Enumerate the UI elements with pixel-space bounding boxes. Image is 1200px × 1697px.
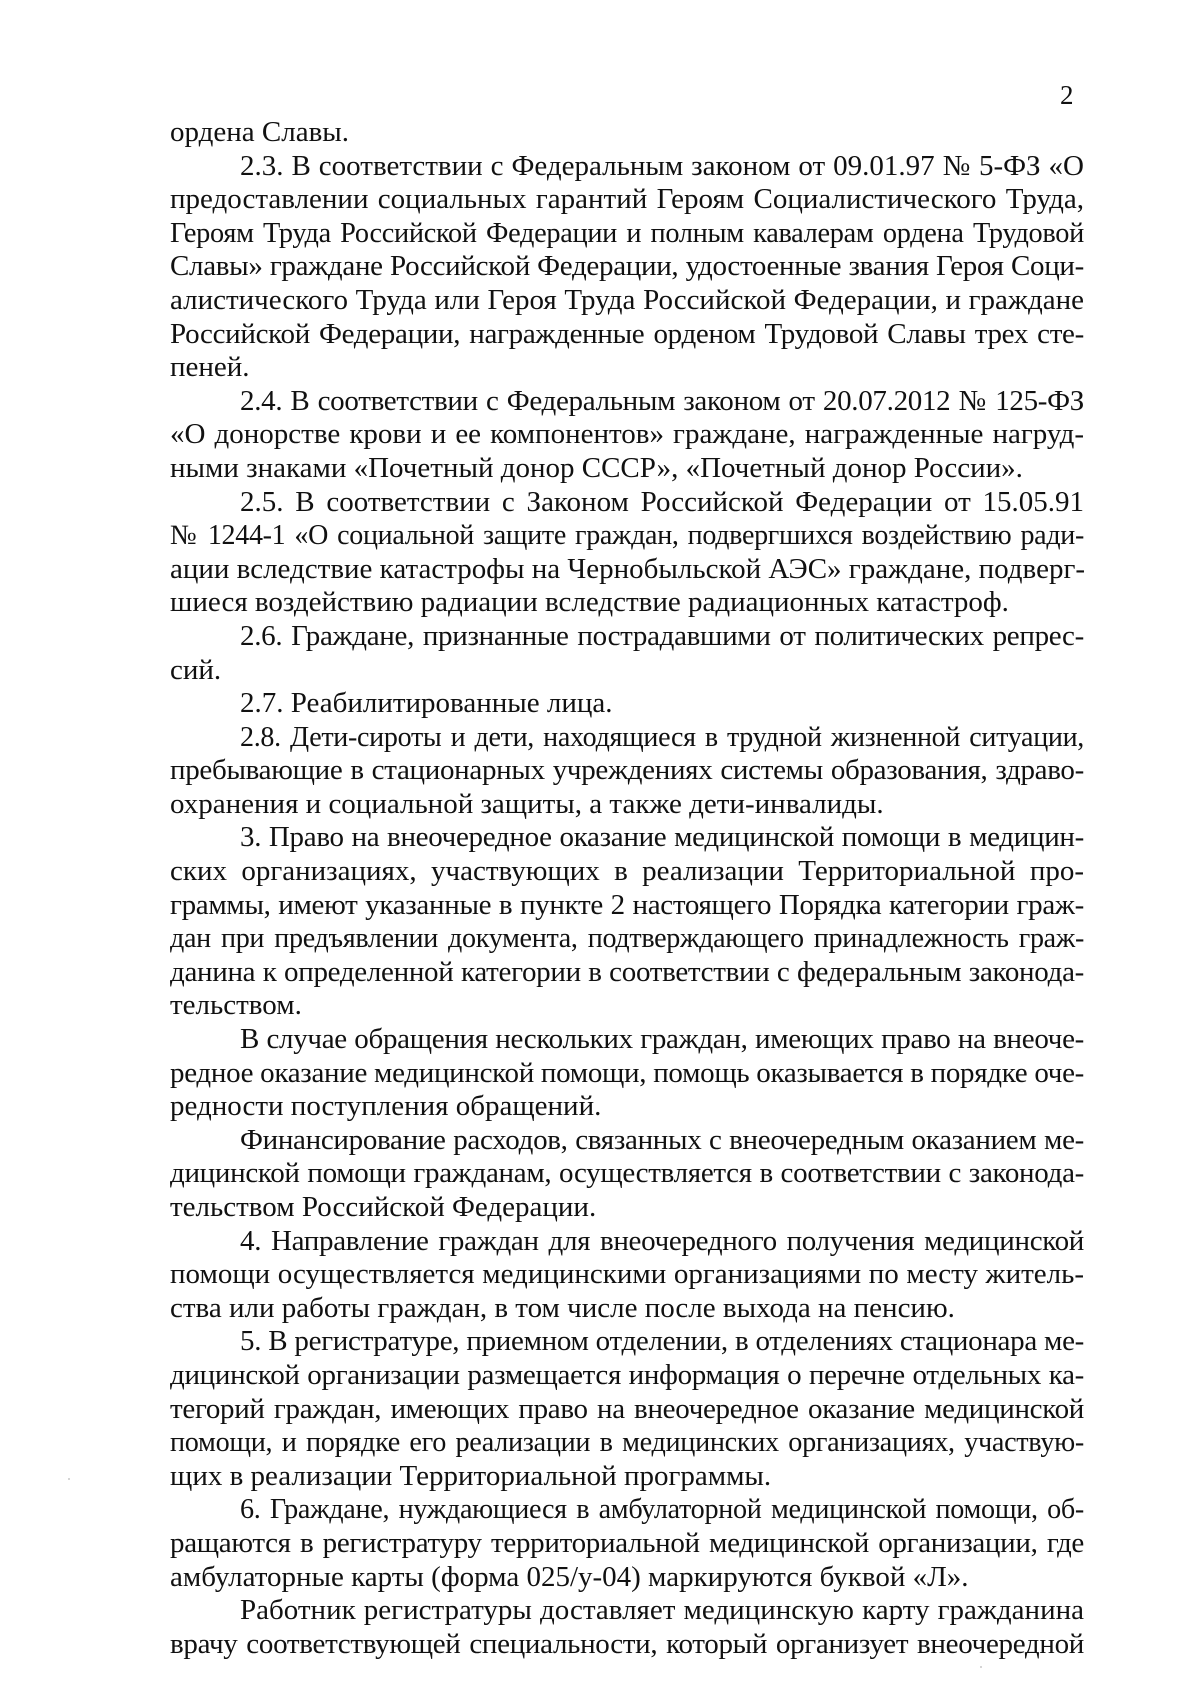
text-line: пребывающие в стационарных учреждениях системы образования, здраво-	[170, 754, 1084, 787]
text-line: шиеся воздействию радиации вследствие радиационных катастроф.	[170, 586, 1009, 619]
text-line: амбулаторные карты (форма 025/у-04) маркируются буквой «Л».	[170, 1560, 969, 1593]
text-line: 3. Право на внеочередное оказание медицинской помощи в медицин-	[240, 821, 1084, 854]
scan-speck	[68, 1478, 70, 1480]
text-line: Финансирование расходов, связанных с внеочередным оказанием ме-	[240, 1123, 1084, 1156]
text-line: 2.3. В соответствии с Федеральным законом от 09.01.97 № 5-ФЗ «О	[240, 149, 1084, 182]
text-line: ских организациях, участвующих в реализации Территориальной про-	[170, 855, 1084, 888]
text-line: предоставлении социальных гарантий Героям Социалистического Труда,	[170, 183, 1084, 216]
text-line: граммы, имеют указанные в пункте 2 настоящего Порядка категории граж-	[170, 888, 1084, 921]
text-line: пеней.	[170, 351, 250, 384]
scan-speck	[980, 1666, 982, 1668]
text-line: Славы» граждане Российской Федерации, удостоенные звания Героя Соци-	[170, 250, 1084, 283]
text-line: данина к определенной категории в соответствии с федеральным законода-	[170, 955, 1084, 988]
text-line: алистического Труда или Героя Труда Российской Федерации, и граждане	[170, 283, 1084, 316]
text-line: дицинской помощи гражданам, осуществляется в соответствии с законода-	[170, 1157, 1084, 1190]
text-line: 2.8. Дети-сироты и дети, находящиеся в трудной жизненной ситуации,	[240, 721, 1084, 753]
text-line: помощи осуществляется медицинскими организациями по месту житель-	[170, 1258, 1084, 1291]
text-line: № 1244-1 «О социальной защите граждан, подвергшихся воздействию ради-	[170, 520, 1084, 552]
text-line: тельством Российской Федерации.	[170, 1191, 597, 1223]
text-line: ордена Славы.	[170, 116, 349, 148]
text-line: редное оказание медицинской помощи, помощь оказывается в порядке оче-	[170, 1056, 1084, 1089]
text-line: ращаются в регистратуру территориальной медицинской организации, где	[170, 1526, 1084, 1559]
text-line: Героям Труда Российской Федерации и полным кавалерам ордена Трудовой	[170, 217, 1084, 249]
document-body	[170, 116, 1084, 1661]
text-line: щих в реализации Территориальной программы.	[170, 1459, 772, 1492]
text-line: 4. Направление граждан для внеочередного получения медицинской	[240, 1224, 1084, 1257]
text-line: тельством.	[170, 989, 302, 1022]
text-line: Работник регистратуры доставляет медицинскую карту гражданина	[240, 1594, 1084, 1627]
text-line: охранения и социальной защиты, а также дети-инвалиды.	[170, 787, 884, 820]
text-line: дан при предъявлении документа, подтверждающего принадлежность граж-	[170, 923, 1084, 955]
text-line: ными знаками «Почетный донор СССР», «Почетный донор России».	[170, 451, 1023, 484]
text-line: ства или работы граждан, в том числе после выхода на пенсию.	[170, 1291, 955, 1324]
text-line: 2.7. Реабилитированные лица.	[240, 687, 613, 720]
text-line: дицинской организации размещается информация о перечне отдельных ка-	[170, 1358, 1084, 1391]
text-line: тегорий граждан, имеющих право на внеочередное оказание медицинской	[170, 1392, 1084, 1425]
text-line: сий.	[170, 653, 222, 686]
text-line: В случае обращения нескольких граждан, имеющих право на внеоче-	[240, 1023, 1084, 1056]
text-line: ации вследствие катастрофы на Чернобыльской АЭС» граждане, подверг-	[170, 552, 1086, 585]
text-line: врачу соответствующей специальности, который организует внеочередной	[170, 1627, 1084, 1660]
text-line: 5. В регистратуре, приемном отделении, в отделениях стационара ме-	[240, 1325, 1084, 1358]
text-line: «О донорстве крови и ее компонентов» граждане, награжденные нагруд-	[170, 418, 1084, 451]
text-line: 2.5. В соответствии с Законом Российской Федерации от 15.05.91	[240, 485, 1084, 518]
text-line: 2.6. Граждане, признанные пострадавшими от политических репрес-	[240, 619, 1084, 652]
page-number: 2	[1060, 80, 1074, 110]
text-line: помощи, и порядке его реализации в медицинских организациях, участвую-	[170, 1427, 1084, 1459]
text-line: 6. Граждане, нуждающиеся в амбулаторной медицинской помощи, об-	[240, 1494, 1084, 1526]
text-line: Российской Федерации, награжденные орденом Трудовой Славы трех сте-	[170, 317, 1084, 350]
text-line: 2.4. В соответствии с Федеральным законом от 20.07.2012 № 125-ФЗ	[240, 384, 1084, 417]
text-line: редности поступления обращений.	[170, 1090, 602, 1123]
